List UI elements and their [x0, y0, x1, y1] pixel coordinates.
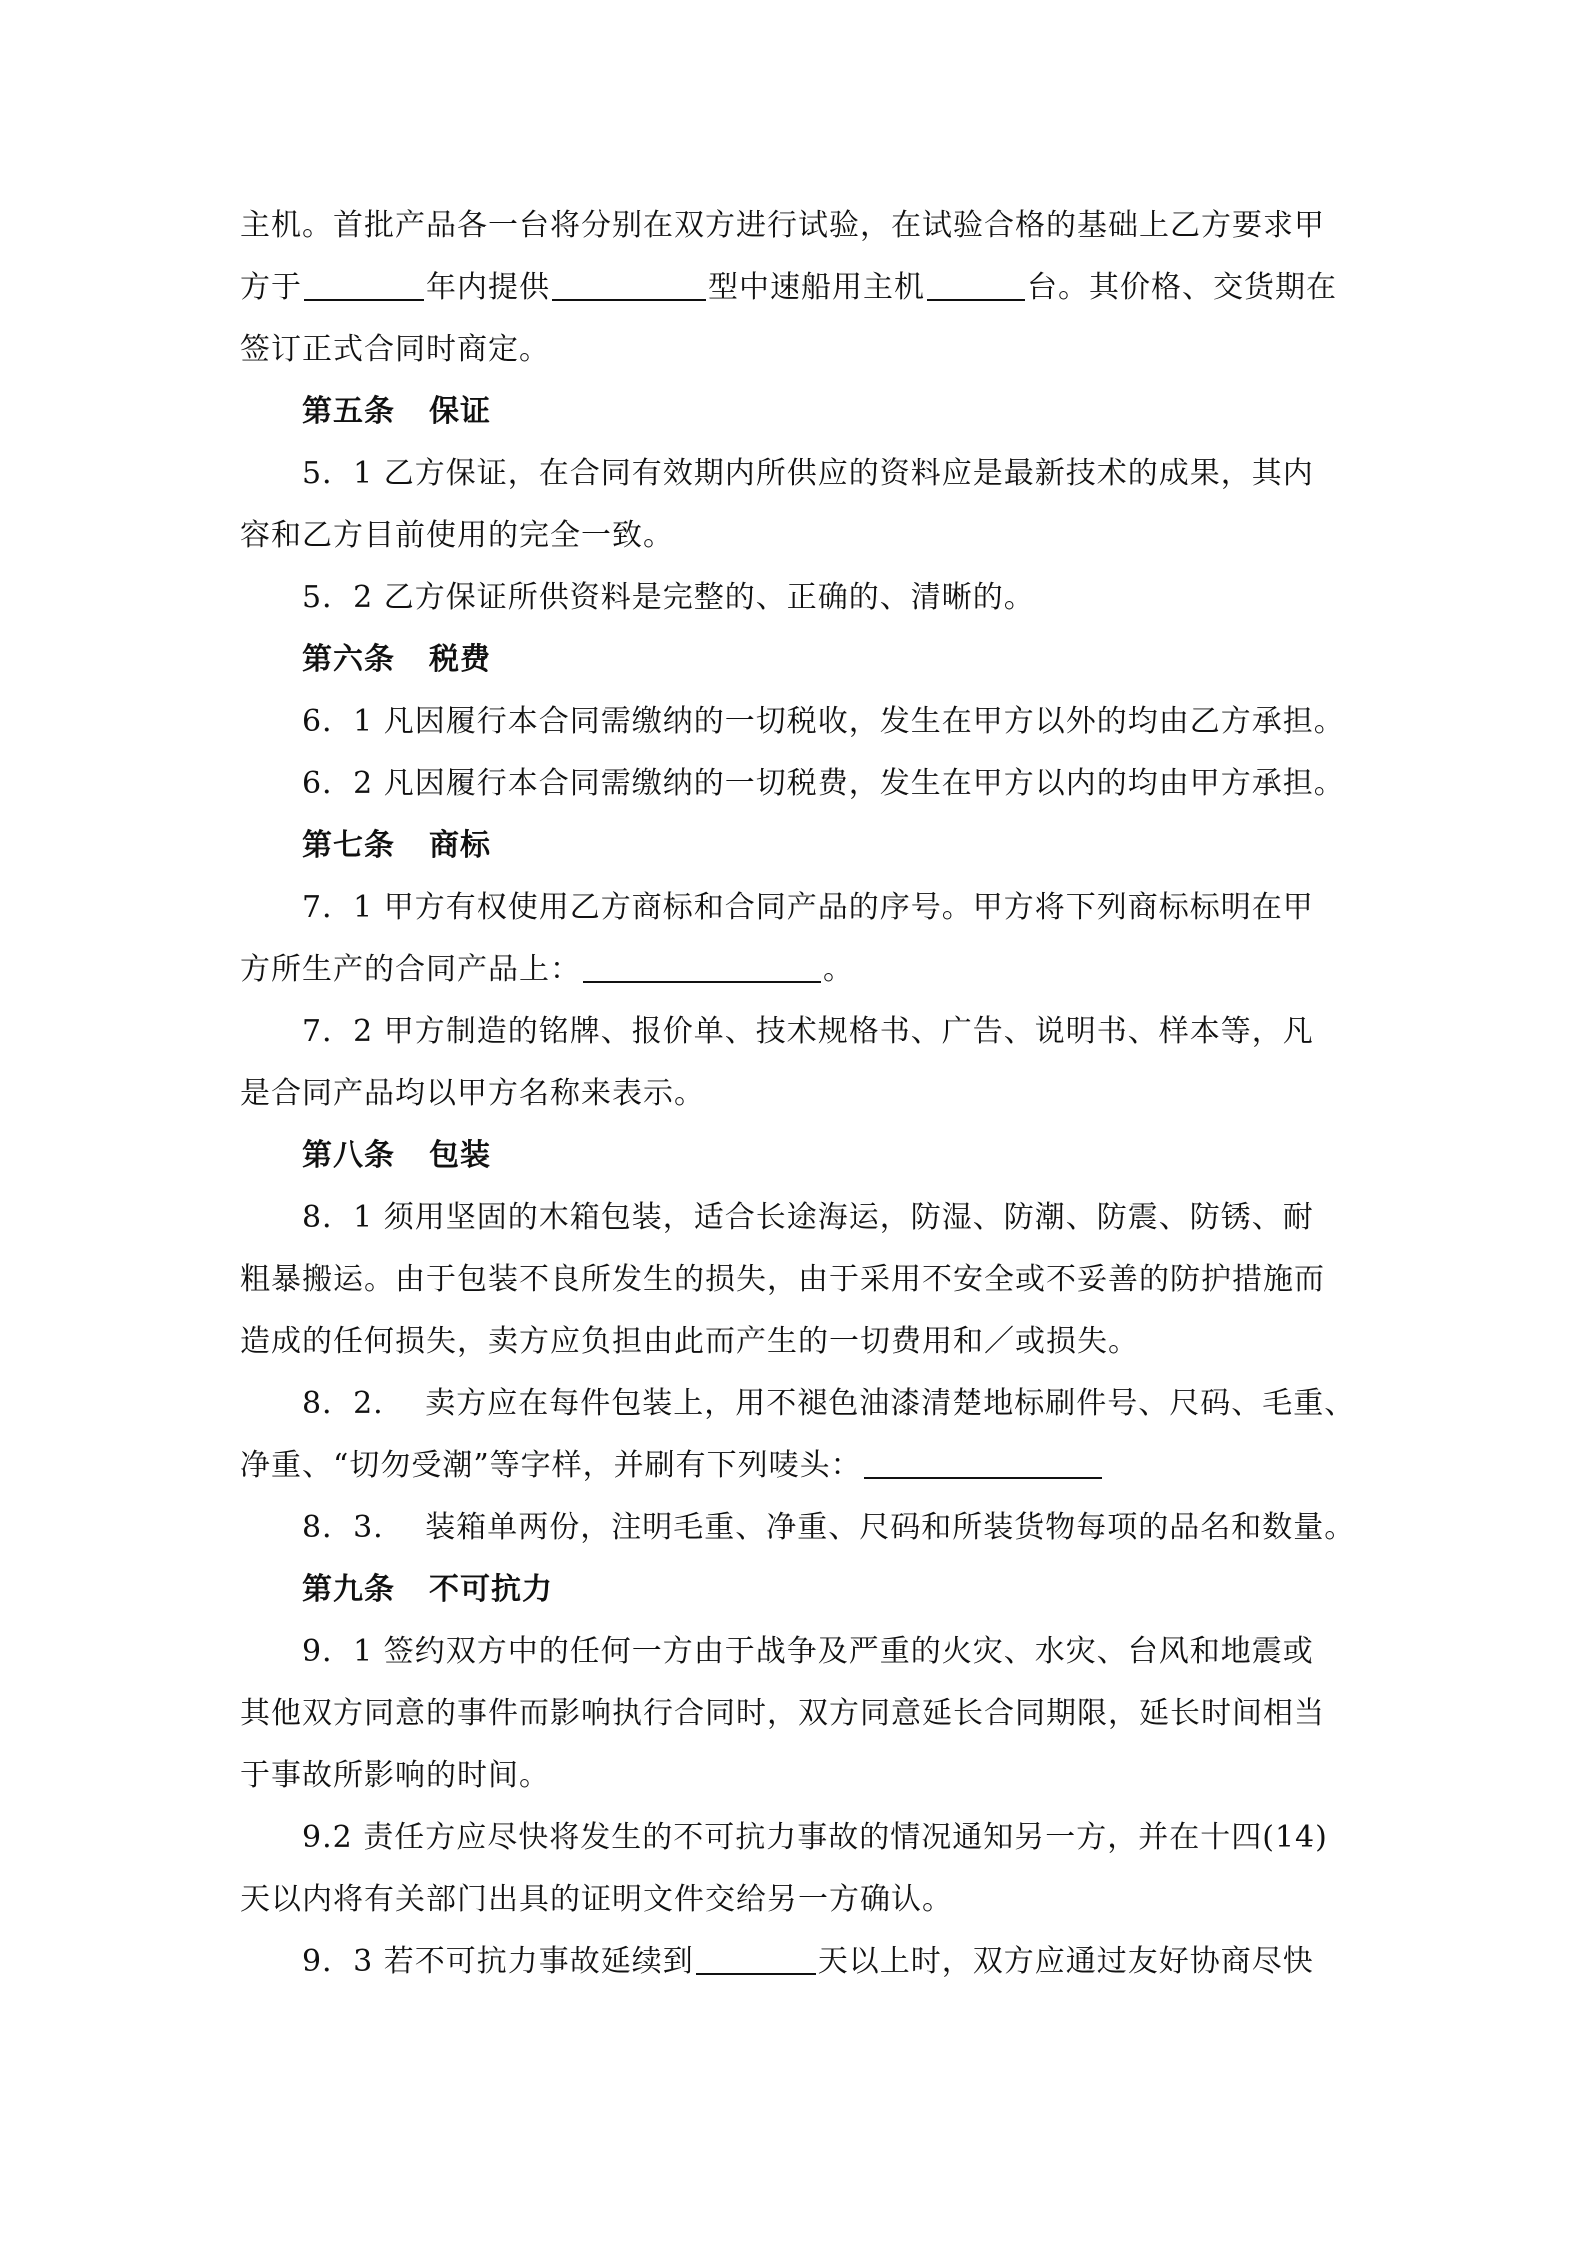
paragraph-line	[240, 319, 1350, 381]
section-heading	[240, 381, 1350, 443]
text: 8．2. 卖方应在每件包装上，用不褪色油漆清楚地标刷件号、尺码、毛重、	[302, 1386, 1356, 1421]
paragraph-line	[240, 1187, 1350, 1249]
paragraph-line	[240, 567, 1350, 629]
section-title: 包装	[429, 1138, 491, 1173]
paragraph-line	[240, 1373, 1356, 1435]
text: 6．1 凡因履行本合同需缴纳的一切税收，发生在甲方以外的均由乙方承担。	[302, 704, 1345, 739]
section-number: 第六条	[302, 642, 395, 677]
paragraph-line	[240, 1621, 1350, 1683]
paragraph-line	[240, 1063, 1350, 1125]
paragraph-line	[240, 1931, 1350, 1993]
paragraph-line	[240, 1001, 1350, 1063]
text: 年内提供	[426, 270, 550, 305]
text: 9．3 若不可抗力事故延续到	[302, 1944, 694, 1979]
fill-in-blank-quantity[interactable]	[927, 269, 1025, 301]
text: 签订正式合同时商定。	[240, 332, 550, 367]
text: 主机。首批产品各一台将分别在双方进行试验，在试验合格的基础上乙方要求甲	[240, 208, 1325, 243]
text: 8．1 须用坚固的木箱包装，适合长途海运，防湿、防潮、防震、防锈、耐	[302, 1200, 1314, 1235]
text: 净重、“切勿受潮”等字样，并刷有下列唛头：	[240, 1448, 862, 1483]
text: 于事故所影响的时间。	[240, 1758, 550, 1793]
paragraph-line	[240, 1807, 1350, 1869]
fill-in-blank-years[interactable]	[304, 269, 424, 301]
fill-in-blank-trademark[interactable]	[583, 951, 821, 983]
section-title: 税费	[429, 642, 491, 677]
text: 造成的任何损失，卖方应负担由此而产生的一切费用和／或损失。	[240, 1324, 1139, 1359]
text: 5．1 乙方保证，在合同有效期内所供应的资料应是最新技术的成果，其内	[302, 456, 1314, 491]
paragraph-line	[240, 939, 1350, 1001]
fill-in-blank-model[interactable]	[552, 269, 706, 301]
section-number: 第八条	[302, 1138, 395, 1173]
fill-in-blank-shipping-mark[interactable]	[864, 1447, 1102, 1479]
section-title: 商标	[429, 828, 491, 863]
text: 7．1 甲方有权使用乙方商标和合同产品的序号。甲方将下列商标标明在甲	[302, 890, 1314, 925]
paragraph-line	[240, 1249, 1350, 1311]
text: 容和乙方目前使用的完全一致。	[240, 518, 674, 553]
paragraph-line	[240, 257, 1350, 319]
paragraph-line	[240, 753, 1350, 815]
section-title: 不可抗力	[429, 1572, 553, 1607]
section-number: 第七条	[302, 828, 395, 863]
text: 8．3. 装箱单两份，注明毛重、净重、尺码和所装货物每项的品名和数量。	[302, 1510, 1356, 1545]
paragraph-line	[240, 691, 1350, 753]
section-heading	[240, 1125, 1350, 1187]
text: 天以上时，双方应通过友好协商尽快	[817, 1944, 1314, 1979]
paragraph-line	[240, 1869, 1350, 1931]
text: 9．1 签约双方中的任何一方由于战争及严重的火灾、水灾、台风和地震或	[302, 1634, 1314, 1669]
text: 方所生产的合同产品上：	[240, 952, 581, 987]
fill-in-blank-days[interactable]	[696, 1943, 816, 1975]
section-title: 保证	[429, 394, 491, 429]
contract-page	[240, 195, 1356, 1993]
text: 其他双方同意的事件而影响执行合同时，双方同意延长合同期限，延长时间相当	[240, 1696, 1325, 1731]
text: 型中速船用主机	[708, 270, 925, 305]
text: 5．2 乙方保证所供资料是完整的、正确的、清晰的。	[302, 580, 1035, 615]
section-number: 第九条	[302, 1572, 395, 1607]
text: 9.2 责任方应尽快将发生的不可抗力事故的情况通知另一方，并在十四(14)	[302, 1820, 1328, 1855]
text: 天以内将有关部门出具的证明文件交给另一方确认。	[240, 1882, 953, 1917]
text: 7．2 甲方制造的铭牌、报价单、技术规格书、广告、说明书、样本等，凡	[302, 1014, 1314, 1049]
paragraph-line	[240, 195, 1350, 257]
text: 是合同产品均以甲方名称来表示。	[240, 1076, 705, 1111]
section-heading	[240, 815, 1350, 877]
paragraph-line	[240, 1745, 1350, 1807]
section-heading	[240, 629, 1350, 691]
paragraph-line	[240, 1311, 1350, 1373]
text: 方于	[240, 270, 302, 305]
paragraph-line	[240, 1435, 1350, 1497]
text: 台。其价格、交货期在	[1027, 270, 1337, 305]
paragraph-line	[240, 877, 1350, 939]
paragraph-line	[240, 505, 1350, 567]
paragraph-line	[240, 1683, 1350, 1745]
section-number: 第五条	[302, 394, 395, 429]
text: 。	[823, 952, 854, 987]
section-heading	[240, 1559, 1350, 1621]
text: 粗暴搬运。由于包装不良所发生的损失，由于采用不安全或不妥善的防护措施而	[240, 1262, 1325, 1297]
paragraph-line	[240, 1497, 1356, 1559]
paragraph-line	[240, 443, 1350, 505]
text: 6．2 凡因履行本合同需缴纳的一切税费，发生在甲方以内的均由甲方承担。	[302, 766, 1345, 801]
